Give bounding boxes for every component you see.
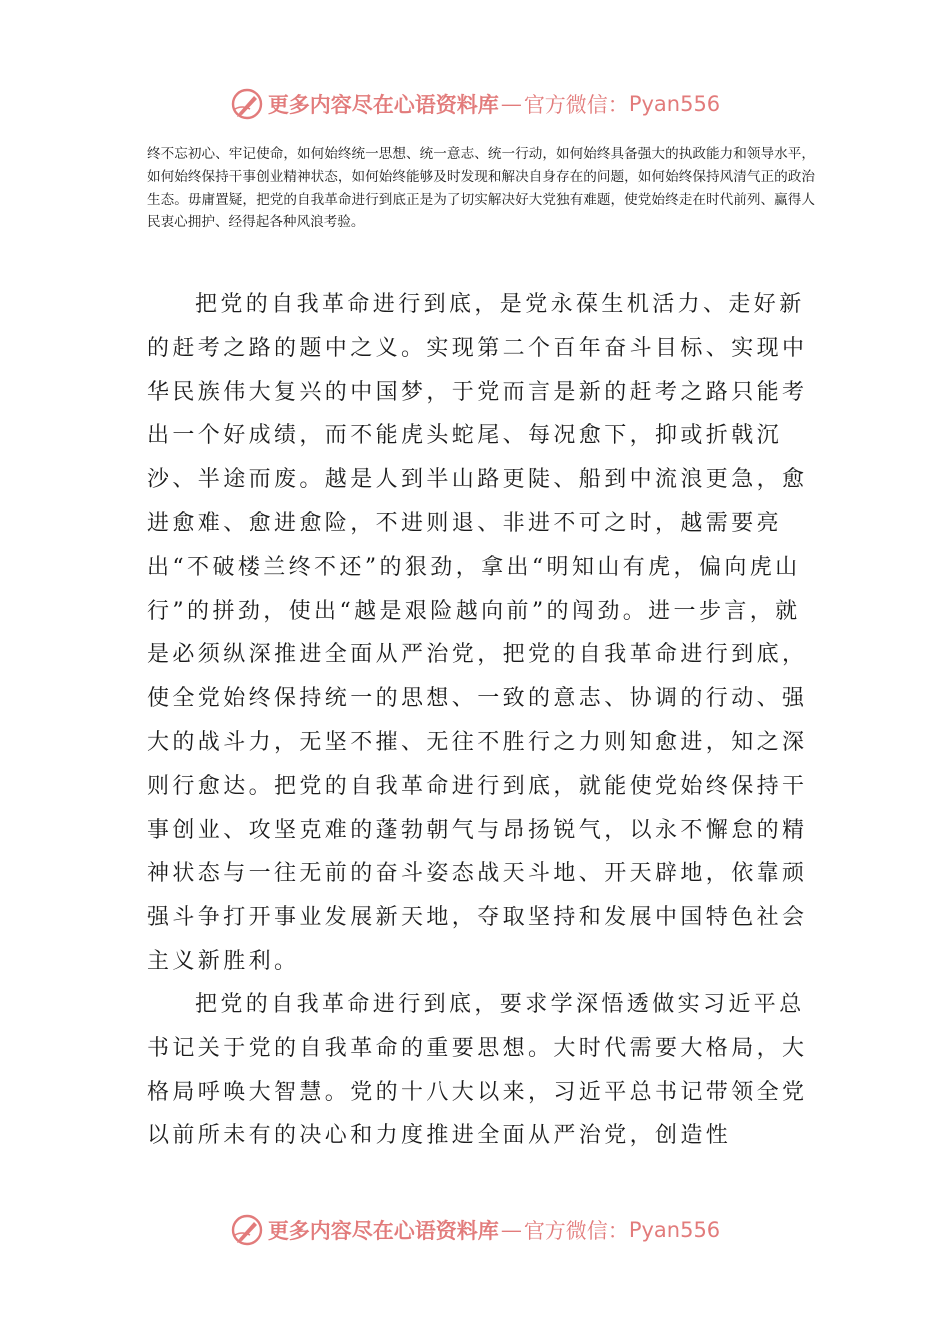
- banner-title: 更多内容尽在心语资料库: [267, 1218, 499, 1243]
- banner-title: 更多内容尽在心语资料库: [267, 92, 499, 117]
- banner-official-label: 官方微信：: [523, 93, 629, 117]
- banner-official-label: 官方微信：: [523, 1219, 629, 1243]
- body-paragraph-1: 把党的自我革命进行到底，是党永葆生机活力、走好新的赶考之路的题中之义。实现第二个百年奋斗目标、实现中华民族伟大复兴的中国梦，于党而言是新的赶考之路只能考出一个好成绩，而不能虎头蛇尾、每况愈下，抑或折戟沉沙、半途而废。越是人到半山路更陡、船到中流浪更急，愈进愈难、愈进愈险，不进则退、非进不可之时，越需要亮出“不破楼兰终不还”的狠劲，拿出“明知山有虎，偏向虎山行”的拼劲，使出“越是艰险越向前”的闯劲。进一步言，就是必须纵深推进全面从严治党，把党的自我革命进行到底，使全党始终保持统一的思想、一致的意志、协调的行动、强大的战斗力，无坚不摧、无往不胜行之力则知愈进，知之深则行愈达。把党的自我革命进行到底，就能使党始终保持干事创业、攻坚克难的蓬勃朝气与昂扬锐气，以永不懈怠的精神状态与一往无前的奋斗姿态战天斗地、开天辟地，依靠顽强斗争打开事业发展新天地，夺取坚持和发展中国特色社会主义新胜利。: [147, 292, 808, 974]
- banner-account-id: Pyan556: [628, 1218, 721, 1242]
- banner-separator: —: [500, 1218, 522, 1242]
- banner-account-id: Pyan556: [628, 92, 721, 116]
- pen-logo-icon: [230, 1213, 264, 1247]
- banner-separator: —: [500, 92, 522, 116]
- body-paragraph-2: 把党的自我革命进行到底，要求学深悟透做实习近平总书记关于党的自我革命的重要思想。大时代需要大格局，大格局呼唤大智慧。党的十八大以来，习近平总书记带领全党以前所未有的决心和力度推进全面从严治党，创造性: [147, 992, 808, 1149]
- header-banner: [0, 84, 950, 124]
- pen-logo-icon: [230, 87, 264, 121]
- intro-paragraph: 终不忘初心、牢记使命，如何始终统一思想、统一意志、统一行动，如何始终具备强大的执政能力和领导水平，如何始终保持干事创业精神状态，如何始终能够及时发现和解决自身存在的问题，如何始终保持风清气正的政治生态。毋庸置疑，把党的自我革命进行到底正是为了切实解决好大党独有难题，使党始终走在时代前列、赢得人民衷心拥护、经得起各种风浪考验。: [147, 146, 815, 231]
- footer-banner: [0, 1210, 950, 1250]
